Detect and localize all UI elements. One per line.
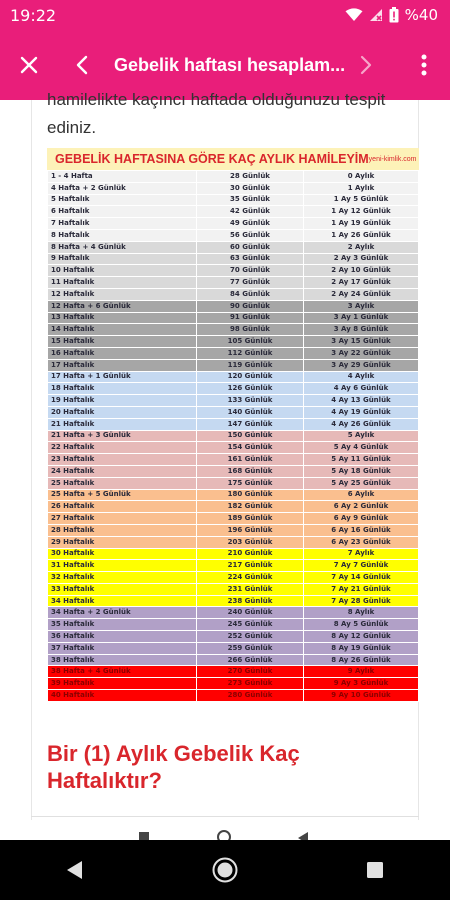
day-cell: 189 Günlük: [197, 513, 304, 525]
week-cell: 4 Hafta + 2 Günlük: [48, 182, 197, 194]
table-row: [48, 607, 419, 619]
table-row: [48, 253, 419, 265]
day-cell: 280 Günlük: [197, 690, 304, 702]
table-row: [48, 619, 419, 631]
day-cell: 56 Günlük: [197, 229, 304, 241]
week-cell: 16 Haftalık: [48, 347, 197, 359]
month-cell: 2 Aylık: [304, 241, 419, 253]
month-cell: 6 Ay 2 Günlük: [304, 501, 419, 513]
system-nav-bar: [0, 840, 450, 900]
week-cell: 36 Haftalık: [48, 631, 197, 643]
week-cell: 35 Haftalık: [48, 619, 197, 631]
month-cell: 7 Ay 21 Günlük: [304, 583, 419, 595]
table-row: [48, 359, 419, 371]
table-row: [48, 206, 419, 218]
battery-percent: %40: [404, 6, 438, 24]
table-row: [48, 489, 419, 501]
table-row: [48, 430, 419, 442]
month-cell: 3 Aylık: [304, 300, 419, 312]
home-circle-icon: [212, 857, 238, 883]
status-time: 19:22: [10, 5, 57, 25]
week-cell: 20 Haftalık: [48, 406, 197, 418]
month-cell: 8 Ay 19 Günlük: [304, 642, 419, 654]
day-cell: 120 Günlük: [197, 371, 304, 383]
week-cell: 11 Haftalık: [48, 277, 197, 289]
day-cell: 266 Günlük: [197, 654, 304, 666]
month-cell: 0 Aylık: [304, 171, 419, 183]
month-cell: 8 Aylık: [304, 607, 419, 619]
recents-square-icon: [366, 861, 384, 879]
table-row: [48, 442, 419, 454]
day-cell: 231 Günlük: [197, 583, 304, 595]
week-cell: 30 Haftalık: [48, 548, 197, 560]
week-cell: 24 Haftalık: [48, 465, 197, 477]
table-row: [48, 678, 419, 690]
day-cell: 150 Günlük: [197, 430, 304, 442]
month-cell: 1 Ay 12 Günlük: [304, 206, 419, 218]
month-cell: 6 Aylık: [304, 489, 419, 501]
week-cell: 8 Haftalık: [48, 229, 197, 241]
day-cell: 217 Günlük: [197, 560, 304, 572]
month-cell: 8 Ay 12 Günlük: [304, 631, 419, 643]
table-row: [48, 265, 419, 277]
week-cell: 31 Haftalık: [48, 560, 197, 572]
week-cell: 7 Haftalık: [48, 218, 197, 230]
table-title-bar: [47, 148, 419, 170]
table-row: [48, 241, 419, 253]
week-cell: 34 Haftalık: [48, 595, 197, 607]
month-cell: 5 Ay 4 Günlük: [304, 442, 419, 454]
week-cell: 29 Haftalık: [48, 536, 197, 548]
month-cell: 4 Ay 13 Günlük: [304, 395, 419, 407]
month-cell: 6 Ay 9 Günlük: [304, 513, 419, 525]
month-cell: 2 Ay 3 Günlük: [304, 253, 419, 265]
web-content[interactable]: [0, 90, 450, 840]
day-cell: 273 Günlük: [197, 678, 304, 690]
week-cell: 1 - 4 Hafta: [48, 171, 197, 183]
day-cell: 133 Günlük: [197, 395, 304, 407]
week-cell: 21 Hafta + 3 Günlük: [48, 430, 197, 442]
chevron-right-icon: [360, 55, 372, 75]
week-cell: 38 Haftalık: [48, 654, 197, 666]
month-cell: 6 Ay 16 Günlük: [304, 524, 419, 536]
week-cell: 19 Haftalık: [48, 395, 197, 407]
wifi-icon: [345, 8, 363, 22]
day-cell: 28 Günlük: [197, 171, 304, 183]
day-cell: 210 Günlük: [197, 548, 304, 560]
day-cell: 245 Günlük: [197, 619, 304, 631]
page-border-left: [31, 100, 32, 820]
week-cell: 13 Haftalık: [48, 312, 197, 324]
day-cell: 77 Günlük: [197, 277, 304, 289]
day-cell: 140 Günlük: [197, 406, 304, 418]
week-cell: 21 Haftalık: [48, 418, 197, 430]
table-row: [48, 642, 419, 654]
back-triangle-icon: [66, 860, 84, 880]
day-cell: 84 Günlük: [197, 288, 304, 300]
table-row: [48, 501, 419, 513]
week-cell: 15 Haftalık: [48, 336, 197, 348]
table-row: [48, 300, 419, 312]
week-cell: 25 Haftalık: [48, 477, 197, 489]
month-cell: 1 Aylık: [304, 182, 419, 194]
table-row: [48, 631, 419, 643]
day-cell: 238 Günlük: [197, 595, 304, 607]
table-row: [48, 583, 419, 595]
table-row: [48, 171, 419, 183]
nav-recents-button[interactable]: [345, 840, 405, 900]
week-cell: 38 Hafta + 4 Günlük: [48, 666, 197, 678]
table-row: [48, 536, 419, 548]
table-row: [48, 654, 419, 666]
month-cell: 7 Ay 28 Günlük: [304, 595, 419, 607]
table-row: [48, 182, 419, 194]
day-cell: 91 Günlük: [197, 312, 304, 324]
day-cell: 224 Günlük: [197, 572, 304, 584]
day-cell: 175 Günlük: [197, 477, 304, 489]
day-cell: 252 Günlük: [197, 631, 304, 643]
month-cell: 5 Ay 25 Günlük: [304, 477, 419, 489]
section-heading[interactable]: Bir (1) Aylık Gebelik Kaç Haftalıktır?: [47, 741, 300, 793]
month-cell: 9 Aylık: [304, 666, 419, 678]
month-cell: 1 Ay 5 Günlük: [304, 194, 419, 206]
week-cell: 40 Haftalık: [48, 690, 197, 702]
month-cell: 5 Aylık: [304, 430, 419, 442]
web-nav-ghost: [0, 828, 450, 840]
week-cell: 8 Hafta + 4 Günlük: [48, 241, 197, 253]
nav-home-button[interactable]: [195, 840, 255, 900]
table-row: [48, 383, 419, 395]
day-cell: 70 Günlük: [197, 265, 304, 277]
day-cell: 98 Günlük: [197, 324, 304, 336]
close-icon: [20, 56, 38, 74]
month-cell: 3 Ay 15 Günlük: [304, 336, 419, 348]
table-row: [48, 218, 419, 230]
table-row: [48, 454, 419, 466]
table-row: [48, 406, 419, 418]
month-cell: 7 Ay 7 Günlük: [304, 560, 419, 572]
month-cell: 3 Ay 29 Günlük: [304, 359, 419, 371]
month-cell: 2 Ay 24 Günlük: [304, 288, 419, 300]
week-cell: 39 Haftalık: [48, 678, 197, 690]
day-cell: 63 Günlük: [197, 253, 304, 265]
day-cell: 30 Günlük: [197, 182, 304, 194]
intro-paragraph: hamilelikte kaçıncı haftada olduğunuzu tespit ediniz.: [47, 90, 386, 137]
month-cell: 6 Ay 23 Günlük: [304, 536, 419, 548]
month-cell: 2 Ay 17 Günlük: [304, 277, 419, 289]
week-cell: 25 Hafta + 5 Günlük: [48, 489, 197, 501]
day-cell: 259 Günlük: [197, 642, 304, 654]
week-cell: 23 Haftalık: [48, 454, 197, 466]
week-cell: 22 Haftalık: [48, 442, 197, 454]
day-cell: 182 Günlük: [197, 501, 304, 513]
day-cell: 154 Günlük: [197, 442, 304, 454]
nav-back-button[interactable]: [45, 840, 105, 900]
table-row: [48, 690, 419, 702]
table-row: [48, 572, 419, 584]
day-cell: 161 Günlük: [197, 454, 304, 466]
day-cell: 42 Günlük: [197, 206, 304, 218]
month-cell: 5 Ay 11 Günlük: [304, 454, 419, 466]
week-cell: 28 Haftalık: [48, 524, 197, 536]
week-cell: 10 Haftalık: [48, 265, 197, 277]
table-row: [48, 347, 419, 359]
section-divider: [31, 816, 419, 817]
table-row: [48, 477, 419, 489]
page-title: Gebelik haftası hesaplam...: [114, 54, 346, 75]
day-cell: 112 Günlük: [197, 347, 304, 359]
table-watermark: yeni-kimlik.com: [368, 155, 417, 163]
table-title: GEBELİK HAFTASINA GÖRE KAÇ AYLIK HAMİLEYİM: [55, 152, 369, 166]
more-vert-icon: [421, 54, 427, 76]
week-cell: 6 Haftalık: [48, 206, 197, 218]
week-cell: 12 Haftalık: [48, 288, 197, 300]
day-cell: 196 Günlük: [197, 524, 304, 536]
table-row: [48, 371, 419, 383]
table-row: [48, 229, 419, 241]
day-cell: 60 Günlük: [197, 241, 304, 253]
table-row: [48, 312, 419, 324]
day-cell: 270 Günlük: [197, 666, 304, 678]
month-cell: 7 Aylık: [304, 548, 419, 560]
month-cell: 9 Ay 3 Günlük: [304, 678, 419, 690]
pregnancy-table-image: [47, 148, 419, 702]
day-cell: 49 Günlük: [197, 218, 304, 230]
month-cell: 4 Ay 19 Günlük: [304, 406, 419, 418]
table-row: [48, 524, 419, 536]
day-cell: 147 Günlük: [197, 418, 304, 430]
table-row: [48, 277, 419, 289]
pregnancy-table: [47, 170, 419, 702]
month-cell: 3 Ay 1 Günlük: [304, 312, 419, 324]
month-cell: 2 Ay 10 Günlük: [304, 265, 419, 277]
month-cell: 7 Ay 14 Günlük: [304, 572, 419, 584]
chevron-left-icon: [76, 55, 88, 75]
table-row: [48, 666, 419, 678]
week-cell: 17 Hafta + 1 Günlük: [48, 371, 197, 383]
month-cell: 9 Ay 10 Günlük: [304, 690, 419, 702]
week-cell: 14 Haftalık: [48, 324, 197, 336]
day-cell: 90 Günlük: [197, 300, 304, 312]
week-cell: 9 Haftalık: [48, 253, 197, 265]
month-cell: 3 Ay 22 Günlük: [304, 347, 419, 359]
day-cell: 35 Günlük: [197, 194, 304, 206]
day-cell: 119 Günlük: [197, 359, 304, 371]
day-cell: 168 Günlük: [197, 465, 304, 477]
week-cell: 37 Haftalık: [48, 642, 197, 654]
month-cell: 1 Ay 19 Günlük: [304, 218, 419, 230]
week-cell: 18 Haftalık: [48, 383, 197, 395]
week-cell: 27 Haftalık: [48, 513, 197, 525]
table-row: [48, 513, 419, 525]
table-row: [48, 595, 419, 607]
day-cell: 240 Günlük: [197, 607, 304, 619]
table-row: [48, 288, 419, 300]
day-cell: 126 Günlük: [197, 383, 304, 395]
table-row: [48, 395, 419, 407]
no-signal-icon: [369, 8, 383, 22]
week-cell: 5 Haftalık: [48, 194, 197, 206]
status-icons: [345, 6, 438, 24]
battery-alert-icon: [389, 7, 399, 23]
month-cell: 1 Ay 26 Günlük: [304, 229, 419, 241]
week-cell: 32 Haftalık: [48, 572, 197, 584]
day-cell: 203 Günlük: [197, 536, 304, 548]
table-row: [48, 418, 419, 430]
month-cell: 4 Ay 26 Günlük: [304, 418, 419, 430]
week-cell: 34 Hafta + 2 Günlük: [48, 607, 197, 619]
week-cell: 12 Hafta + 6 Günlük: [48, 300, 197, 312]
day-cell: 180 Günlük: [197, 489, 304, 501]
week-cell: 17 Haftalık: [48, 359, 197, 371]
status-bar: [0, 0, 450, 30]
table-row: [48, 560, 419, 572]
month-cell: 4 Aylık: [304, 371, 419, 383]
table-row: [48, 194, 419, 206]
day-cell: 105 Günlük: [197, 336, 304, 348]
month-cell: 4 Ay 6 Günlük: [304, 383, 419, 395]
month-cell: 8 Ay 5 Günlük: [304, 619, 419, 631]
month-cell: 3 Ay 8 Günlük: [304, 324, 419, 336]
month-cell: 8 Ay 26 Günlük: [304, 654, 419, 666]
week-cell: 26 Haftalık: [48, 501, 197, 513]
table-row: [48, 336, 419, 348]
week-cell: 33 Haftalık: [48, 583, 197, 595]
month-cell: 5 Ay 18 Günlük: [304, 465, 419, 477]
table-row: [48, 548, 419, 560]
table-row: [48, 324, 419, 336]
table-row: [48, 465, 419, 477]
